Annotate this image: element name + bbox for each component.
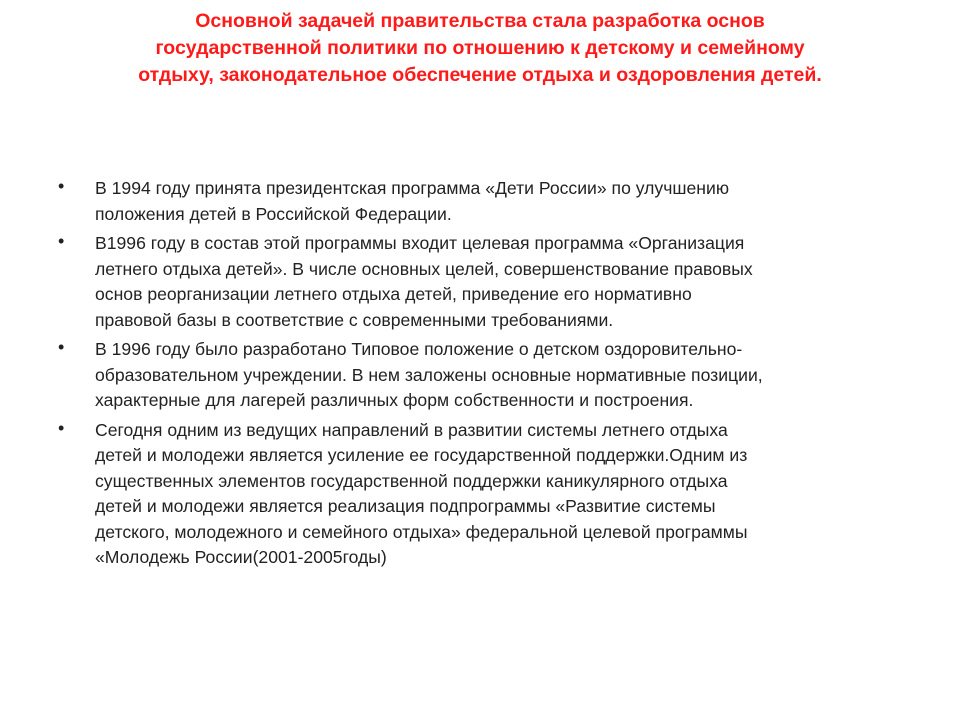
bullet-text-line: летнего отдыха детей». В числе основных целей, совершенствование правовых [95,258,753,279]
bullet-dot-icon: • [58,231,65,251]
bullet-dot-icon: • [58,176,65,196]
bullet-item [50,231,930,333]
bullet-text-line: положения детей в Российской Федерации. [95,203,452,224]
bullet-text-line: «Молодежь России(2001-2005годы) [95,547,387,567]
bullet-item [50,176,930,227]
bullet-dot-icon: • [58,337,65,357]
bullet-text-line: правовой базы в соответствие с современными требованиями. [95,309,614,330]
slide-title [40,8,920,89]
slide-title-line: государственной политики по отношению к детскому и семейному [155,37,805,59]
bullet-text-line: детского, молодежного и семейного отдыха» федеральной целевой программы [95,521,748,542]
bullet-text-line: характерные для лагерей различных форм собственности и построения. [95,390,694,410]
bullet-item [50,337,930,414]
bullet-text-line: В1996 году в состав этой программы входит целевая программа «Организация [95,233,745,253]
bullet-text-line: основ реорганизации летнего отдыха детей, приведение его нормативно [95,284,692,304]
slide-title-line: Основной задачей правительства стала разработка основ [195,10,765,32]
bullet-text-line: В 1994 году принята президентская программа «Дети России» по улучшению [95,178,730,198]
bullet-text-line: детей и молодежи является реализация подпрограммы «Развитие системы [95,496,716,516]
bullet-text-line: существенных элементов государственной поддержки каникулярного отдыха [95,470,728,491]
bullet-text-line: В 1996 году было разработано Типовое положение о детском оздоровительно- [95,339,743,359]
bullet-dot-icon: • [58,417,65,438]
bullet-item [50,418,930,571]
bullet-text-line: детей и молодежи является усиление ее государственной поддержки.Одним из [95,445,748,465]
slide-title-line: отдыху, законодательное обеспечение отдыха и оздоровления детей. [138,64,822,86]
bullet-text-line: образовательном учреждении. В нем заложены основные нормативные позиции, [95,364,763,385]
bullet-text-line: Сегодня одним из ведущих направлений в развитии системы летнего отдыха [95,419,728,440]
bullet-list [50,176,930,575]
